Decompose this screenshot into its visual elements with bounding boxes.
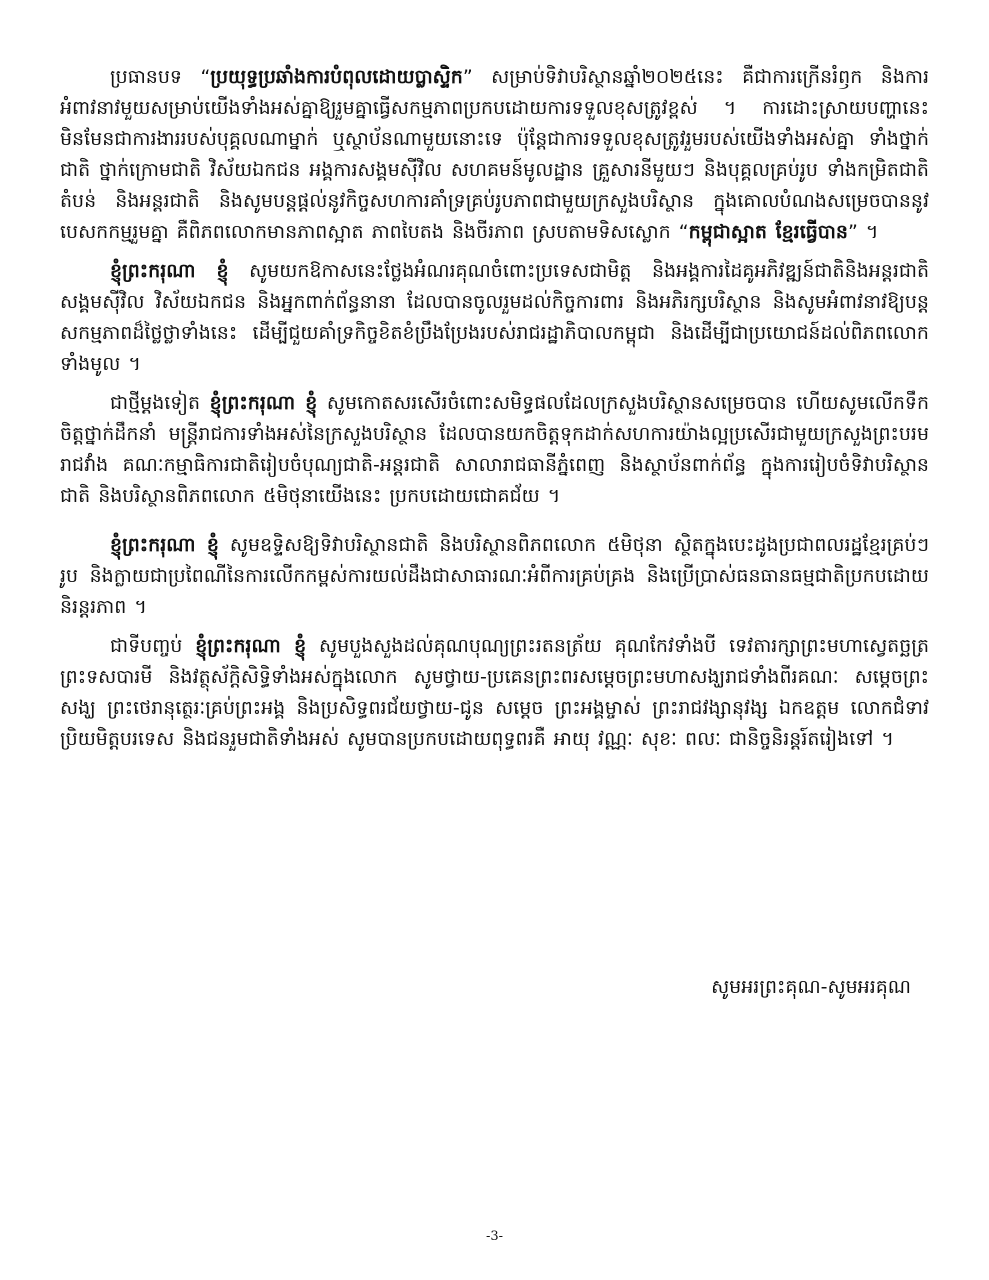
page-number: -3-	[485, 1229, 504, 1244]
speaker-lead: ខ្ញុំព្រះករុណា ខ្ញុំ	[195, 635, 307, 657]
text-span: ” សម្រាប់ទិវាបរិស្ថានឆ្នាំ២០២៥នេះ គឺជាការក្រើនរំឭក និងការអំពាវនាវមួយសម្រាប់យើងទាំងអស់គ្នាឱ្យរួមគ្នាធ្វើសកម្មភាពប្រកបដោយការទទួលខុសត្រូវខ្ពស់ ។ ការដោះស្រាយបញ្ហានេះ មិនមែនជាការងាររបស់បុគ្គលណាម្នាក់ ឬស្ថាប័នណាមួយនោះទេ ប៉ុន្តែជាការទទួលខុសត្រូវរួមរបស់យើងទាំងអស់គ្នា ទាំងថ្នាក់ជាតិ ថ្នាក់ក្រោមជាតិ វិស័យឯកជន អង្គការសង្គមស៊ីវិល សហគមន៍មូលដ្ឋាន គ្រួសារនីមួយៗ និងបុគ្គលគ្រប់រូប ទាំងកម្រិតជាតិ តំបន់ និងអន្តរជាតិ និងសូមបន្តផ្តល់នូវកិច្ចសហការគាំទ្រគ្រប់រូបភាពជាមួយក្រសួងបរិស្ថាន ក្នុងគោលបំណងសម្រេចបាននូវបេសកកម្មរួមគ្នា គឺពិភពលោកមានភាពស្អាត ភាពបៃតង និងចីរភាព ស្របតាមទិសស្លោក “	[60, 66, 929, 243]
slogan: កម្ពុជាស្អាត ខ្មែរធ្វើបាន	[688, 221, 848, 243]
theme-title: ប្រយុទ្ធប្រឆាំងការបំពុលដោយប្លាស្ទិក	[210, 66, 463, 88]
paragraph-praise	[60, 388, 929, 512]
speaker-lead: ខ្ញុំព្រះករុណា ខ្ញុំ	[110, 534, 219, 556]
speaker-lead: ខ្ញុំព្រះករុណា ខ្ញុំ	[110, 260, 229, 282]
text-span: ” ។	[847, 221, 879, 243]
paragraph-thanks	[60, 256, 929, 380]
text-span: ជាថ្មីម្តងទៀត	[110, 392, 210, 414]
paragraph-theme	[60, 62, 929, 248]
paragraph-dedication	[60, 530, 929, 623]
text-span: សូមយកឱកាសនេះថ្លែងអំណរគុណចំពោះប្រទេសជាមិត្ត និងអង្គការដៃគូអភិវឌ្ឍន៍ជាតិនិងអន្តរជាតិ សង្គមស៊ីវិល វិស័យឯកជន និងអ្នកពាក់ព័ន្ធនានា ដែលបានចូលរួមដល់កិច្ចការពារ និងអភិរក្សបរិស្ថាន និងសូមអំពាវនាវឱ្យបន្តសកម្មភាពដ៏ថ្លៃថ្លាទាំងនេះ ដើម្បីជួយគាំទ្រកិច្ចខិតខំប្រឹងប្រែងរបស់រាជរដ្ឋាភិបាលកម្ពុជា និងដើម្បីជាប្រយោជន៍ដល់ពិភពលោកទាំងមូល ។	[60, 260, 929, 375]
text-span: ប្រធានបទ “	[110, 66, 211, 88]
text-span: ជាទីបញ្ចប់	[110, 635, 196, 657]
text-span: សូមកោតសរសើរចំពោះសមិទ្ធផលដែលក្រសួងបរិស្ថានសម្រេចបាន ហើយសូមលើកទឹកចិត្តថ្នាក់ដឹកនាំ មន្ត្រីរាជការទាំងអស់នៃក្រសួងបរិស្ថាន ដែលបានយកចិត្តទុកដាក់សហការយ៉ាងល្អប្រសើរជាមួយក្រសួងព្រះបរមរាជវាំង គណៈកម្មាធិការជាតិរៀបចំបុណ្យជាតិ-អន្តរជាតិ សាលារាជធានីភ្នំពេញ និងស្ថាប័នពាក់ព័ន្ធ ក្នុងការរៀបចំទិវាបរិស្ថានជាតិ និងបរិស្ថានពិភពលោក ៥មិថុនាយើងនេះ ប្រកបដោយជោគជ័យ ។	[60, 392, 929, 507]
speaker-lead: ខ្ញុំព្រះករុណា ខ្ញុំ	[209, 392, 318, 414]
closing-thanks: សូមអរព្រះគុណ-សូមអរគុណ	[711, 976, 911, 998]
text-span: សូមឧទ្ទិសឱ្យទិវាបរិស្ថានជាតិ និងបរិស្ថានពិភពលោក ៥មិថុនា ស្ថិតក្នុងបេះដូងប្រជាពលរដ្ឋខ្មែរគ្រប់ៗរូប និងក្លាយជាប្រពៃណីនៃការលើកកម្ពស់ការយល់ដឹងជាសាធារណៈអំពីការគ្រប់គ្រង និងប្រើប្រាស់ធនធានធម្មជាតិប្រកបដោយនិរន្តរភាព ។	[60, 534, 929, 618]
text-span: សូមបួងសួងដល់គុណបុណ្យព្រះរតនត្រ័យ គុណកែវទាំងបី ទេវតារក្សាព្រះមហាស្វេតច្ឆត្រ ព្រះទសបារមី និងវត្ថុស័ក្តិសិទ្ធិទាំងអស់ក្នុងលោក សូមថ្វាយ-ប្រគេនព្រះពរសម្តេចព្រះមហាសង្ឃរាជទាំងពីរគណៈ សម្តេចព្រះសង្ឃ ព្រះថេរានុត្ថេរៈគ្រប់ព្រះអង្គ និងប្រសិទ្ធពរជ័យថ្វាយ-ជូន សម្តេច ព្រះអង្គម្ចាស់ ព្រះរាជវង្សានុវង្ស ឯកឧត្តម លោកជំទាវ ប្រិយមិត្តបរទេស និងជនរួមជាតិទាំងអស់ សូមបានប្រកបដោយពុទ្ធពរគឺ អាយុ វណ្ណៈ សុខៈ ពលៈ ជានិច្ចនិរន្តរ៍តរៀងទៅ ។	[60, 635, 929, 750]
paragraph-blessing	[60, 631, 929, 755]
